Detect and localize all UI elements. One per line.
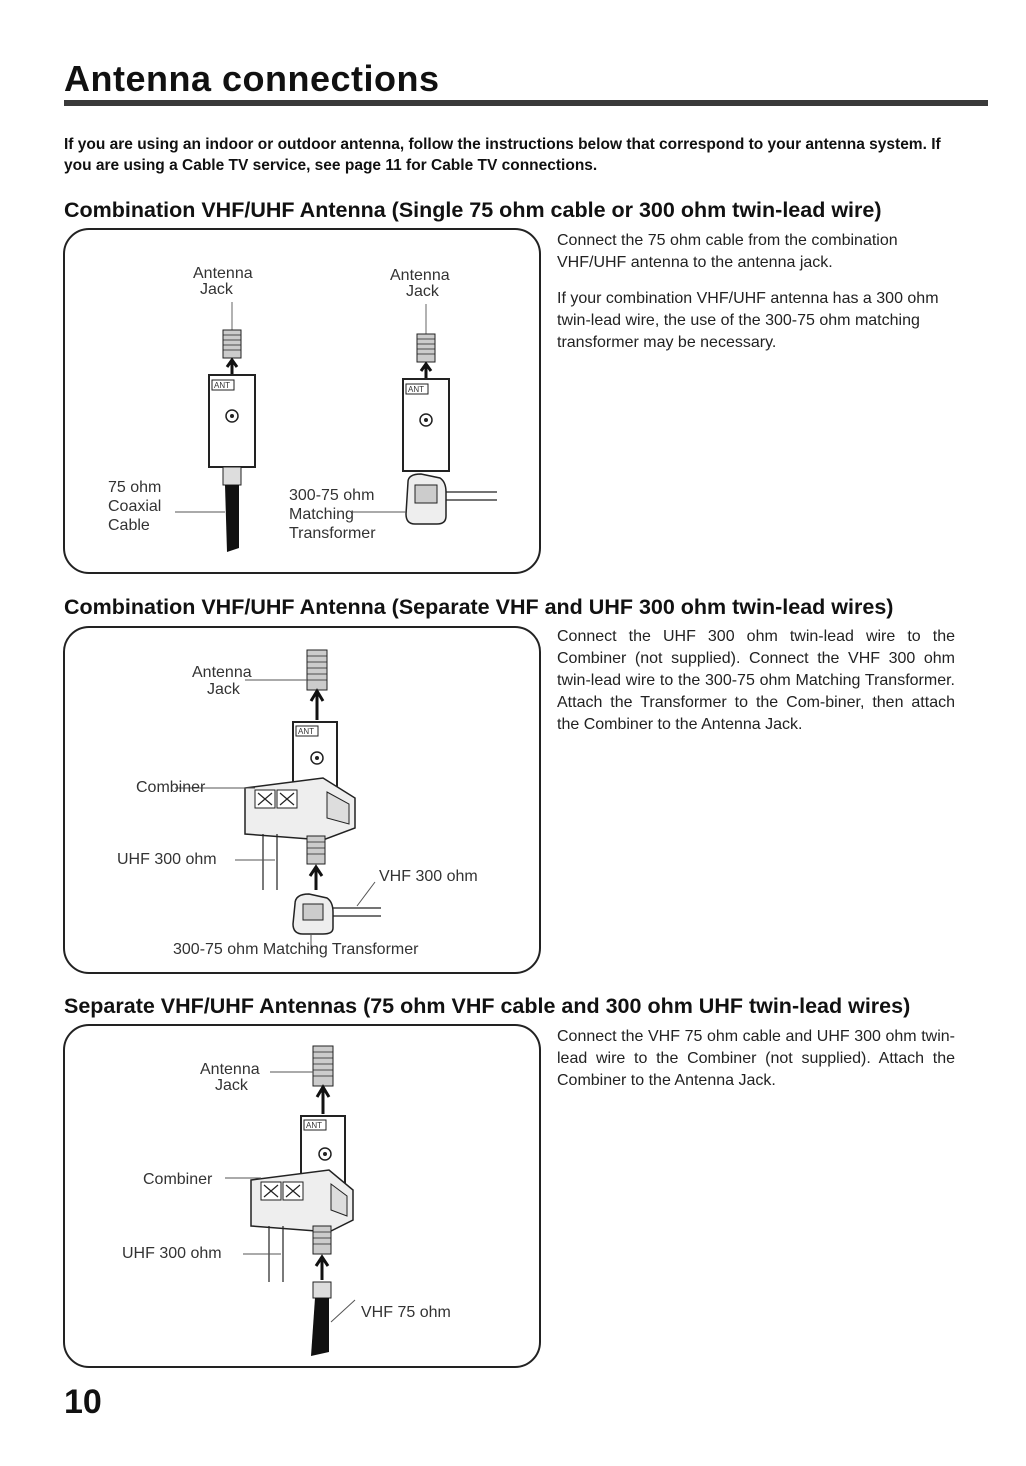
section-3-diagram [63,1024,541,1368]
antenna-jack-label-left-2: Jack [200,281,233,298]
intro-text: If you are using an indoor or outdoor antenna, follow the instructions below that correspond to your antenna system. If you are using a Cable TV service, see page 11 for Cable TV connections. [64,136,941,174]
uhf-twin-lead [235,834,277,890]
svg-text:ANT: ANT [298,727,314,736]
section-1-diagram [63,228,541,574]
antenna-jack-label-right-1: Antenna [390,267,450,284]
section-3-description [557,1026,955,1106]
section-3-heading: Separate VHF/UHF Antennas (75 ohm VHF cable and 300 ohm UHF twin-lead wires) [64,994,911,1018]
svg-text:ANT: ANT [306,1121,322,1130]
vhf-label: VHF 75 ohm [361,1304,451,1321]
section-1-description [557,230,955,368]
combiner [225,1170,353,1232]
antenna-jack-label-left-1: Antenna [193,265,253,282]
svg-text:ANT: ANT [408,385,424,394]
section-1-heading: Combination VHF/UHF Antenna (Single 75 ohm cable or 300 ohm twin-lead wire) [64,198,882,222]
section-2-description [557,626,955,750]
antenna-jack-label-2: Jack [207,681,240,698]
transformer-label-3: Transformer [289,525,376,542]
combiner-label: Combiner [143,1171,213,1188]
coax-label-3: Cable [108,517,150,534]
section-1-paragraph-2: If your combination VHF/UHF antenna has a 300 ohm twin-lead wire, the use of the 300-75 ohm matching transformer may be necessary. [557,290,939,351]
transformer-label-2: Matching [289,506,354,523]
combiner-label: Combiner [136,779,206,796]
page-title: Antenna connections [64,58,440,99]
antenna-jack-panel-right [403,379,449,471]
connector-left [223,302,241,374]
vhf-label: VHF 300 ohm [379,868,478,885]
section-2-paragraph-1: Connect the UHF 300 ohm twin-lead wire to the Combiner (not supplied). Connect the VHF 300 ohm twin-lead wire to the 300-75 ohm Matching Transformer. Attach the Transformer to the Com-biner, then attach the Combiner to the Antenna Jack. [557,628,955,733]
title-rule [64,100,988,106]
antenna-jack-label-right-2: Jack [406,283,439,300]
section-1-paragraph-1: Connect the 75 ohm cable from the combination VHF/UHF antenna to the antenna jack. [557,232,898,271]
coaxial-cable [175,467,241,552]
antenna-jack-label-1: Antenna [192,664,252,681]
antenna-jack-label-1: Antenna [200,1061,260,1078]
section-3-paragraph-1: Connect the VHF 75 ohm cable and UHF 300 ohm twin-lead wire to the Combiner (not supplied). Attach the Combiner to the Antenna Jack. [557,1028,955,1089]
matching-transformer [353,474,497,524]
vhf-coax-cable [311,1226,355,1356]
svg-text:ANT: ANT [214,381,230,390]
antenna-jack-panel-left [209,375,255,467]
transformer-connector [307,836,325,890]
antenna-jack-label-2: Jack [215,1077,248,1094]
section-2-heading: Combination VHF/UHF Antenna (Separate VHF and UHF 300 ohm twin-lead wires) [64,595,894,619]
transformer-label: 300-75 ohm Matching Transformer [173,941,419,958]
uhf-label: UHF 300 ohm [117,851,217,868]
uhf-twin-lead [243,1226,283,1282]
connector-right [417,304,435,378]
coax-label-1: 75 ohm [108,479,162,496]
coax-label-2: Coaxial [108,498,162,515]
matching-transformer [293,882,381,950]
connector-top [245,650,327,720]
uhf-label: UHF 300 ohm [122,1245,222,1262]
section-2-diagram [63,626,541,974]
page-number: 10 [64,1383,102,1421]
connector-top [270,1046,333,1114]
transformer-label-1: 300-75 ohm [289,487,375,504]
